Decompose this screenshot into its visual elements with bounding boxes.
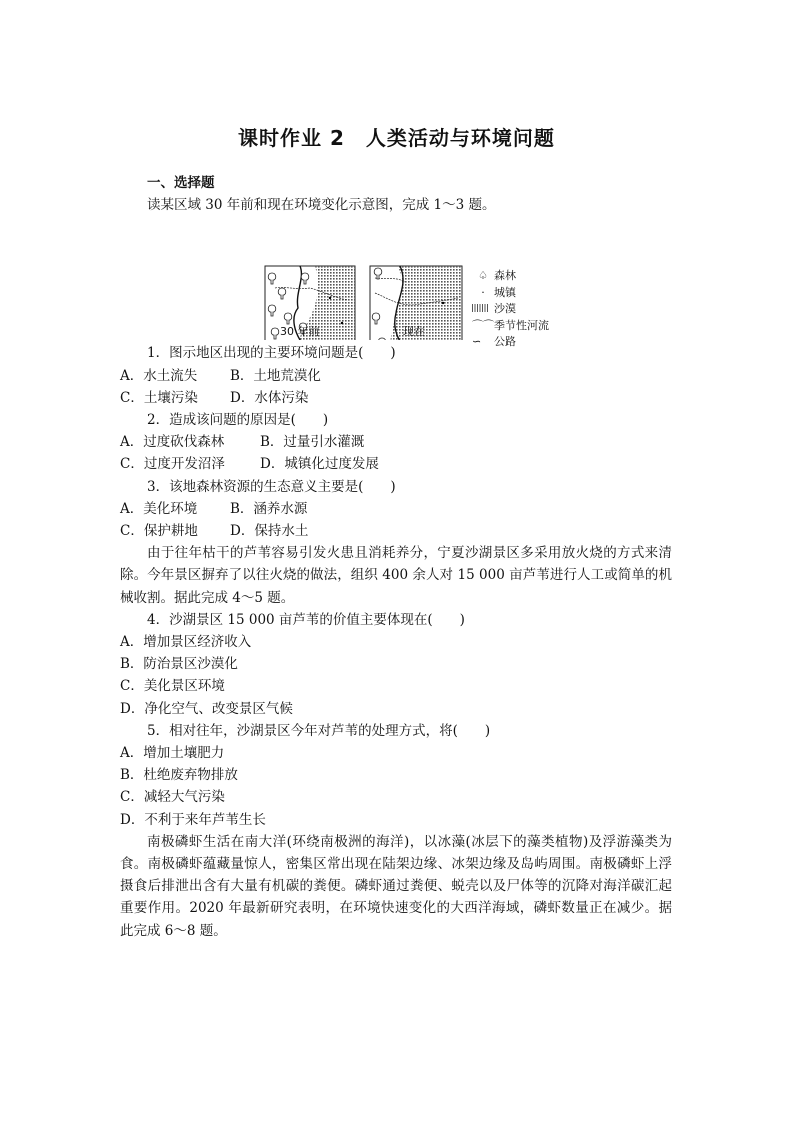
- map-legend: [472, 268, 549, 351]
- option: D．不利于来年芦苇生长: [120, 811, 266, 828]
- tree-icon: ♤: [478, 269, 488, 283]
- option: D．净化空气、改变景区气候: [120, 700, 293, 717]
- legend-forest: ♤ 森林: [472, 268, 549, 285]
- intro-text: 读某区域 30 年前和现在环境变化示意图，完成 1～3 题。: [147, 197, 496, 214]
- passage-line: 械收割。据此完成 4～5 题。: [120, 589, 295, 606]
- question-3: 3．该地森林资源的生态意义主要是( ): [147, 478, 396, 495]
- page-title: 课时作业 2 人类活动与环境问题: [238, 126, 555, 150]
- question-1: 1．图示地区出现的主要环境问题是( ): [147, 345, 396, 362]
- passage-line: 除。今年景区摒弃了以往火烧的做法，组织 400 余人对 15 000 亩芦苇进行人工或简单的机: [120, 567, 672, 584]
- environment-change-figure: [120, 218, 672, 349]
- dashed-line-icon: ⌒⌒: [472, 318, 494, 332]
- option: C．美化景区环境: [120, 678, 225, 695]
- passage-line: 食。南极磷虾蕴藏量惊人，密集区常出现在陆架边缘、冰架边缘及岛屿周围。南极磷虾上浮: [120, 856, 672, 873]
- passage-line: 南极磷虾生活在南大洋(环绕南极洲的海洋)，以冰藻(冰层下的藻类植物)及浮游藻类为: [147, 833, 672, 850]
- option: C．过度开发沼泽: [120, 456, 225, 473]
- map-figure: [120, 218, 672, 340]
- option: B．涵养水源: [230, 500, 308, 517]
- option: A．增加景区经济收入: [120, 634, 252, 651]
- option: B．防治景区沙漠化: [120, 656, 238, 673]
- legend-river: ⌒⌒季节性河流: [472, 318, 549, 335]
- question-5: 5．相对往年，沙湖景区今年对芦苇的处理方式，将( ): [147, 722, 491, 739]
- question-2: 2．造成该问题的原因是( ): [147, 412, 329, 429]
- document-body: [120, 172, 672, 942]
- passage-line: 摄食后排泄出含有大量有机碳的粪便。磷虾通过粪便、蜕壳以及尸体等的沉降对海洋碳汇起: [120, 878, 672, 895]
- legend-desert: 沙漠: [472, 301, 549, 318]
- option: C．保护耕地: [120, 523, 198, 540]
- option: A．水土流失: [120, 367, 198, 384]
- dot-pattern-icon: [472, 304, 488, 312]
- option: D．城镇化过度发展: [260, 456, 379, 473]
- curve-line-icon: ∽: [472, 335, 482, 349]
- option: D．保持水土: [230, 523, 309, 540]
- question-4: 4．沙湖景区 15 000 亩芦苇的价值主要体现在( ): [147, 611, 465, 628]
- option: C．土壤污染: [120, 389, 198, 406]
- option: A．过度砍伐森林: [120, 434, 225, 451]
- panel-label-past: 30 年前: [280, 325, 320, 339]
- passage-line: 由于往年枯干的芦苇容易引发火患且消耗养分，宁夏沙湖景区多采用放火烧的方式来清: [147, 545, 672, 562]
- option: B．过量引水灌溉: [260, 434, 365, 451]
- option: B．土地荒漠化: [230, 367, 321, 384]
- passage-line: 此完成 6～8 题。: [120, 922, 227, 939]
- legend-road: ∽ 公路: [472, 334, 549, 351]
- section-heading: 一、选择题: [147, 175, 215, 191]
- legend-town: · 城镇: [472, 285, 549, 302]
- option: A．增加土壤肥力: [120, 745, 225, 762]
- option: D．水体污染: [230, 389, 309, 406]
- option: A．美化环境: [120, 500, 198, 517]
- option: C．减轻大气污染: [120, 789, 225, 806]
- option: B．杜绝废弃物排放: [120, 767, 238, 784]
- passage-line: 重要作用。2020 年最新研究表明，在环境快速变化的大西洋海域，磷虾数量正在减少。据: [120, 900, 672, 917]
- panel-label-now: 现在: [403, 325, 425, 339]
- dot-icon: ·: [481, 285, 485, 299]
